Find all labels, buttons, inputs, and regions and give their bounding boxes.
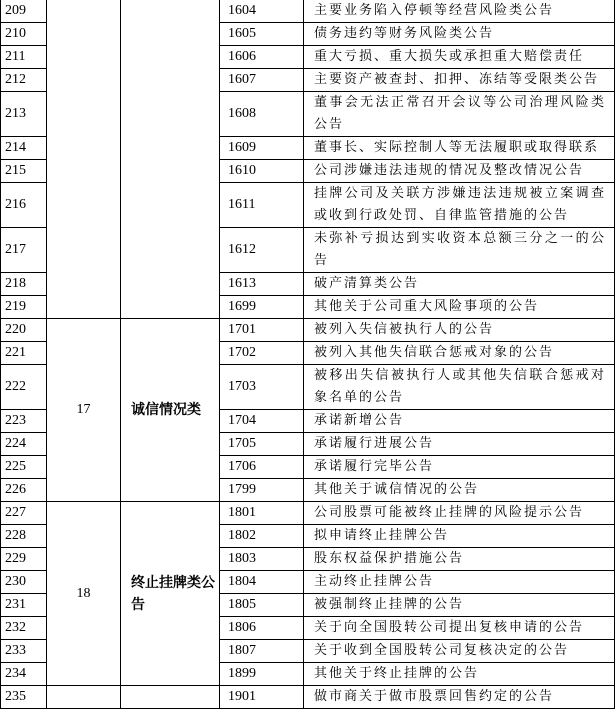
row-number: 222 — [1, 365, 47, 410]
type-description: 做市商关于做市股票回售约定的公告 — [304, 686, 615, 709]
type-code: 1801 — [220, 502, 304, 525]
row-number: 210 — [1, 23, 47, 46]
category-cell: 诚信情况类 — [121, 319, 220, 502]
type-description: 其他关于公司重大风险事项的公告 — [304, 296, 615, 319]
type-code: 1703 — [220, 365, 304, 410]
row-number: 233 — [1, 640, 47, 663]
row-number: 223 — [1, 410, 47, 433]
type-code: 1802 — [220, 525, 304, 548]
type-description: 拟申请终止挂牌公告 — [304, 525, 615, 548]
type-code: 1610 — [220, 160, 304, 183]
table-row — [1, 686, 615, 709]
type-description: 其他关于终止挂牌的公告 — [304, 663, 615, 686]
type-code: 1699 — [220, 296, 304, 319]
type-description: 被强制终止挂牌的公告 — [304, 594, 615, 617]
category-cell — [121, 686, 220, 709]
group-number-cell: 18 — [47, 502, 121, 686]
type-description: 公司涉嫌违法违规的情况及整改情况公告 — [304, 160, 615, 183]
type-code: 1705 — [220, 433, 304, 456]
category-cell — [121, 0, 220, 319]
type-code: 1899 — [220, 663, 304, 686]
type-code: 1604 — [220, 0, 304, 23]
row-number: 225 — [1, 456, 47, 479]
type-code: 1613 — [220, 273, 304, 296]
row-number: 229 — [1, 548, 47, 571]
type-description: 主要资产被查封、扣押、冻结等受限类公告 — [304, 69, 615, 92]
row-number: 234 — [1, 663, 47, 686]
row-number: 213 — [1, 92, 47, 137]
row-number: 214 — [1, 137, 47, 160]
type-code: 1608 — [220, 92, 304, 137]
type-code: 1704 — [220, 410, 304, 433]
type-code: 1605 — [220, 23, 304, 46]
type-code: 1804 — [220, 571, 304, 594]
table-row — [1, 0, 615, 23]
type-description: 承诺履行完毕公告 — [304, 456, 615, 479]
type-description: 董事会无法正常召开会议等公司治理风险类公告 — [304, 92, 615, 137]
category-cell: 终止挂牌类公告 — [121, 502, 220, 686]
row-number: 217 — [1, 228, 47, 273]
row-number: 224 — [1, 433, 47, 456]
row-number: 228 — [1, 525, 47, 548]
type-description: 挂牌公司及关联方涉嫌违法违规被立案调查或收到行政处罚、自律监管措施的公告 — [304, 183, 615, 228]
table-row — [1, 319, 615, 342]
type-code: 1702 — [220, 342, 304, 365]
type-code: 1611 — [220, 183, 304, 228]
type-code: 1803 — [220, 548, 304, 571]
row-number: 219 — [1, 296, 47, 319]
type-description: 未弥补亏损达到实收资本总额三分之一的公告 — [304, 228, 615, 273]
type-description: 其他关于诚信情况的公告 — [304, 479, 615, 502]
type-code: 1706 — [220, 456, 304, 479]
type-code: 1612 — [220, 228, 304, 273]
type-description: 主动终止挂牌公告 — [304, 571, 615, 594]
row-number: 227 — [1, 502, 47, 525]
type-description: 破产清算类公告 — [304, 273, 615, 296]
group-number-cell — [47, 0, 121, 319]
row-number: 231 — [1, 594, 47, 617]
table-row — [1, 502, 615, 525]
row-number: 226 — [1, 479, 47, 502]
type-description: 债务违约等财务风险类公告 — [304, 23, 615, 46]
type-description: 主要业务陷入停顿等经营风险类公告 — [304, 0, 615, 23]
type-description: 被列入其他失信联合惩戒对象的公告 — [304, 342, 615, 365]
type-code: 1701 — [220, 319, 304, 342]
row-number: 235 — [1, 686, 47, 709]
type-description: 被移出失信被执行人或其他失信联合惩戒对象名单的公告 — [304, 365, 615, 410]
row-number: 211 — [1, 46, 47, 69]
type-description: 董事长、实际控制人等无法履职或取得联系 — [304, 137, 615, 160]
row-number: 230 — [1, 571, 47, 594]
type-description: 关于收到全国股转公司复核决定的公告 — [304, 640, 615, 663]
type-code: 1901 — [220, 686, 304, 709]
type-code: 1606 — [220, 46, 304, 69]
row-number: 216 — [1, 183, 47, 228]
row-number: 232 — [1, 617, 47, 640]
row-number: 209 — [1, 0, 47, 23]
row-number: 215 — [1, 160, 47, 183]
row-number: 221 — [1, 342, 47, 365]
type-code: 1607 — [220, 69, 304, 92]
type-description: 被列入失信被执行人的公告 — [304, 319, 615, 342]
type-description: 承诺履行进展公告 — [304, 433, 615, 456]
type-code: 1805 — [220, 594, 304, 617]
type-code: 1609 — [220, 137, 304, 160]
type-description: 股东权益保护措施公告 — [304, 548, 615, 571]
type-description: 公司股票可能被终止挂牌的风险提示公告 — [304, 502, 615, 525]
row-number: 220 — [1, 319, 47, 342]
type-code: 1807 — [220, 640, 304, 663]
type-description: 关于向全国股转公司提出复核申请的公告 — [304, 617, 615, 640]
type-description: 承诺新增公告 — [304, 410, 615, 433]
group-number-cell: 17 — [47, 319, 121, 502]
type-code: 1806 — [220, 617, 304, 640]
type-code: 1799 — [220, 479, 304, 502]
row-number: 218 — [1, 273, 47, 296]
type-description: 重大亏损、重大损失或承担重大赔偿责任 — [304, 46, 615, 69]
row-number: 212 — [1, 69, 47, 92]
group-number-cell — [47, 686, 121, 709]
